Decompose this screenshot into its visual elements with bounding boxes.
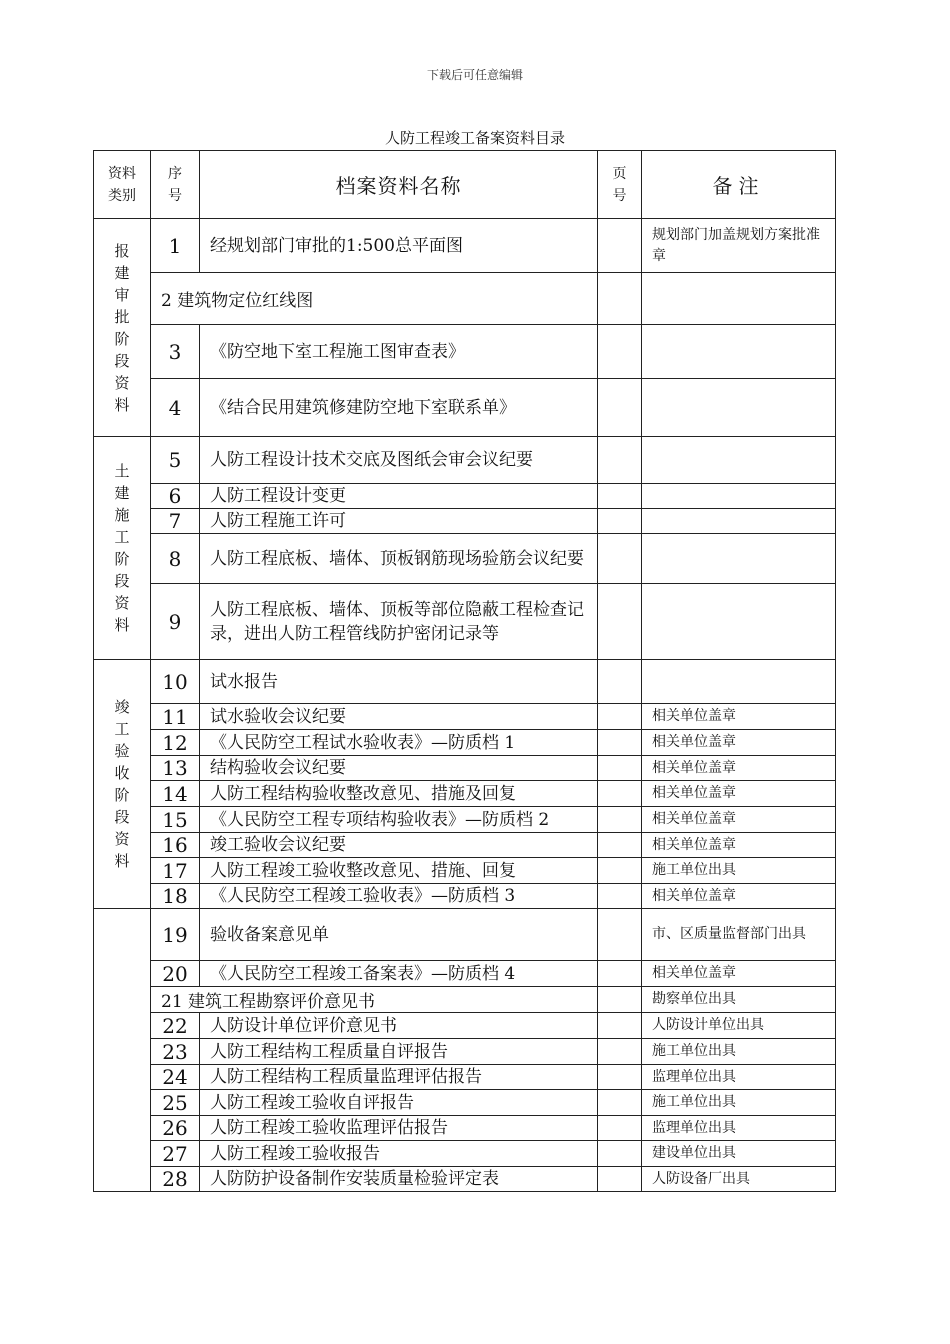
row-name: 试水验收会议纪要 — [200, 704, 598, 730]
table-row — [94, 660, 836, 704]
row-no: 28 — [151, 1167, 200, 1192]
header-name: 档案资料名称 — [200, 151, 598, 219]
table-row — [94, 379, 836, 437]
row-page — [598, 584, 642, 660]
header-category: 资料类别 — [94, 151, 151, 219]
row-page — [598, 219, 642, 273]
table-row — [94, 584, 836, 660]
row-name: 结构验收会议纪要 — [200, 756, 598, 781]
row-no: 19 — [151, 909, 200, 961]
row-remark — [642, 325, 836, 379]
row-page — [598, 909, 642, 961]
row-remark — [642, 437, 836, 484]
row-name: 人防工程结构工程质量自评报告 — [200, 1039, 598, 1065]
row-remark: 市、区质量监督部门出具 — [642, 909, 836, 961]
row-page — [598, 1090, 642, 1116]
row-page — [598, 437, 642, 484]
table-header-row — [94, 151, 836, 219]
row-name: 竣工验收会议纪要 — [200, 833, 598, 858]
row-remark: 勘察单位出具 — [642, 987, 836, 1013]
row-name: 人防工程竣工验收整改意见、措施、回复 — [200, 858, 598, 884]
row-page — [598, 704, 642, 730]
row-name: 人防工程施工许可 — [200, 509, 598, 534]
row-no: 4 — [151, 379, 200, 437]
row-page — [598, 1065, 642, 1090]
table-row — [94, 273, 836, 325]
row-name: 人防工程竣工验收报告 — [200, 1141, 598, 1167]
table-row — [94, 858, 836, 884]
table-row — [94, 1116, 836, 1141]
table-row — [94, 1167, 836, 1192]
row-page — [598, 484, 642, 509]
row-name: 《防空地下室工程施工图审查表》 — [200, 325, 598, 379]
row-name: 经规划部门审批的1:500总平面图 — [200, 219, 598, 273]
row-remark — [642, 660, 836, 704]
table-row — [94, 437, 836, 484]
row-name: 2 建筑物定位红线图 — [151, 273, 598, 325]
row-remark: 施工单位出具 — [642, 1090, 836, 1116]
row-page — [598, 1141, 642, 1167]
row-page — [598, 807, 642, 833]
row-remark: 施工单位出具 — [642, 858, 836, 884]
row-remark: 相关单位盖章 — [642, 730, 836, 756]
row-page — [598, 884, 642, 909]
row-remark — [642, 273, 836, 325]
table-row — [94, 1039, 836, 1065]
row-no: 13 — [151, 756, 200, 781]
row-page — [598, 1039, 642, 1065]
row-no: 14 — [151, 781, 200, 807]
row-page — [598, 730, 642, 756]
row-remark: 监理单位出具 — [642, 1116, 836, 1141]
row-page — [598, 833, 642, 858]
table-row — [94, 1090, 836, 1116]
row-no: 10 — [151, 660, 200, 704]
row-name: 《人民防空工程竣工备案表》—防质档 4 — [200, 961, 598, 987]
table-row — [94, 987, 836, 1013]
row-name: 人防设计单位评价意见书 — [200, 1013, 598, 1039]
row-name: 人防工程设计变更 — [200, 484, 598, 509]
row-remark: 人防设计单位出具 — [642, 1013, 836, 1039]
table-row — [94, 833, 836, 858]
row-remark: 监理单位出具 — [642, 1065, 836, 1090]
row-no: 6 — [151, 484, 200, 509]
row-page — [598, 756, 642, 781]
row-no: 24 — [151, 1065, 200, 1090]
table-row — [94, 961, 836, 987]
row-no: 5 — [151, 437, 200, 484]
archive-index-table — [93, 150, 836, 1192]
row-no: 27 — [151, 1141, 200, 1167]
table-row — [94, 1141, 836, 1167]
row-page — [598, 273, 642, 325]
row-remark: 相关单位盖章 — [642, 781, 836, 807]
table-row — [94, 325, 836, 379]
row-no: 18 — [151, 884, 200, 909]
row-remark: 规划部门加盖规划方案批准章 — [642, 219, 836, 273]
table-row — [94, 756, 836, 781]
table-row — [94, 1065, 836, 1090]
row-page — [598, 325, 642, 379]
row-name: 人防工程设计技术交底及图纸会审会议纪要 — [200, 437, 598, 484]
row-page — [598, 961, 642, 987]
row-name: 人防工程底板、墙体、顶板等部位隐蔽工程检查记录，进出人防工程管线防护密闭记录等 — [200, 584, 598, 660]
header-remark: 备注 — [642, 151, 836, 219]
row-remark: 相关单位盖章 — [642, 756, 836, 781]
row-name: 人防防护设备制作安装质量检验评定表 — [200, 1167, 598, 1192]
row-page — [598, 509, 642, 534]
table-row — [94, 484, 836, 509]
row-remark: 相关单位盖章 — [642, 704, 836, 730]
row-no: 7 — [151, 509, 200, 534]
header-note: 下载后可任意编辑 — [426, 68, 523, 82]
row-no: 22 — [151, 1013, 200, 1039]
row-no: 12 — [151, 730, 200, 756]
row-name: 《人民防空工程竣工验收表》—防质档 3 — [200, 884, 598, 909]
category-acceptance: 竣工验收阶段资料 — [94, 660, 151, 909]
table-row — [94, 781, 836, 807]
document-title: 人防工程竣工备案资料目录 — [384, 129, 565, 147]
row-remark: 相关单位盖章 — [642, 961, 836, 987]
row-page — [598, 1167, 642, 1192]
row-no: 26 — [151, 1116, 200, 1141]
row-no: 17 — [151, 858, 200, 884]
row-page — [598, 987, 642, 1013]
row-no: 1 — [151, 219, 200, 273]
table-row — [94, 509, 836, 534]
row-page — [598, 379, 642, 437]
row-no: 3 — [151, 325, 200, 379]
row-remark: 施工单位出具 — [642, 1039, 836, 1065]
row-no: 23 — [151, 1039, 200, 1065]
table-row — [94, 704, 836, 730]
row-name: 人防工程竣工验收自评报告 — [200, 1090, 598, 1116]
row-no: 9 — [151, 584, 200, 660]
table-row — [94, 1013, 836, 1039]
table-row — [94, 534, 836, 584]
row-page — [598, 534, 642, 584]
table-row — [94, 884, 836, 909]
row-page — [598, 1116, 642, 1141]
row-name: 验收备案意见单 — [200, 909, 598, 961]
row-name: 《结合民用建筑修建防空地下室联系单》 — [200, 379, 598, 437]
category-construction: 土建施工阶段资料 — [94, 437, 151, 660]
row-name: 《人民防空工程试水验收表》—防质档 1 — [200, 730, 598, 756]
category-other — [94, 909, 151, 1192]
row-remark: 相关单位盖章 — [642, 833, 836, 858]
row-remark — [642, 484, 836, 509]
header-seq: 序号 — [151, 151, 200, 219]
row-remark — [642, 534, 836, 584]
category-approval: 报建审批阶段资料 — [94, 219, 151, 437]
table-row — [94, 219, 836, 273]
row-page — [598, 858, 642, 884]
table-row — [94, 909, 836, 961]
row-name: 人防工程底板、墙体、顶板钢筋现场验筋会议纪要 — [200, 534, 598, 584]
row-remark: 人防设备厂出具 — [642, 1167, 836, 1192]
row-name: 试水报告 — [200, 660, 598, 704]
row-page — [598, 781, 642, 807]
row-remark: 相关单位盖章 — [642, 884, 836, 909]
row-name: 人防工程结构工程质量监理评估报告 — [200, 1065, 598, 1090]
header-page: 页号 — [598, 151, 642, 219]
row-remark: 建设单位出具 — [642, 1141, 836, 1167]
row-remark — [642, 509, 836, 534]
table-row — [94, 807, 836, 833]
row-name: 21 建筑工程勘察评价意见书 — [151, 987, 598, 1013]
row-no: 8 — [151, 534, 200, 584]
row-no: 15 — [151, 807, 200, 833]
row-remark — [642, 584, 836, 660]
row-no: 16 — [151, 833, 200, 858]
row-no: 20 — [151, 961, 200, 987]
row-no: 25 — [151, 1090, 200, 1116]
row-name: 人防工程结构验收整改意见、措施及回复 — [200, 781, 598, 807]
row-remark — [642, 379, 836, 437]
row-no: 11 — [151, 704, 200, 730]
row-remark: 相关单位盖章 — [642, 807, 836, 833]
row-page — [598, 660, 642, 704]
row-name: 《人民防空工程专项结构验收表》—防质档 2 — [200, 807, 598, 833]
table-row — [94, 730, 836, 756]
row-name: 人防工程竣工验收监理评估报告 — [200, 1116, 598, 1141]
row-page — [598, 1013, 642, 1039]
